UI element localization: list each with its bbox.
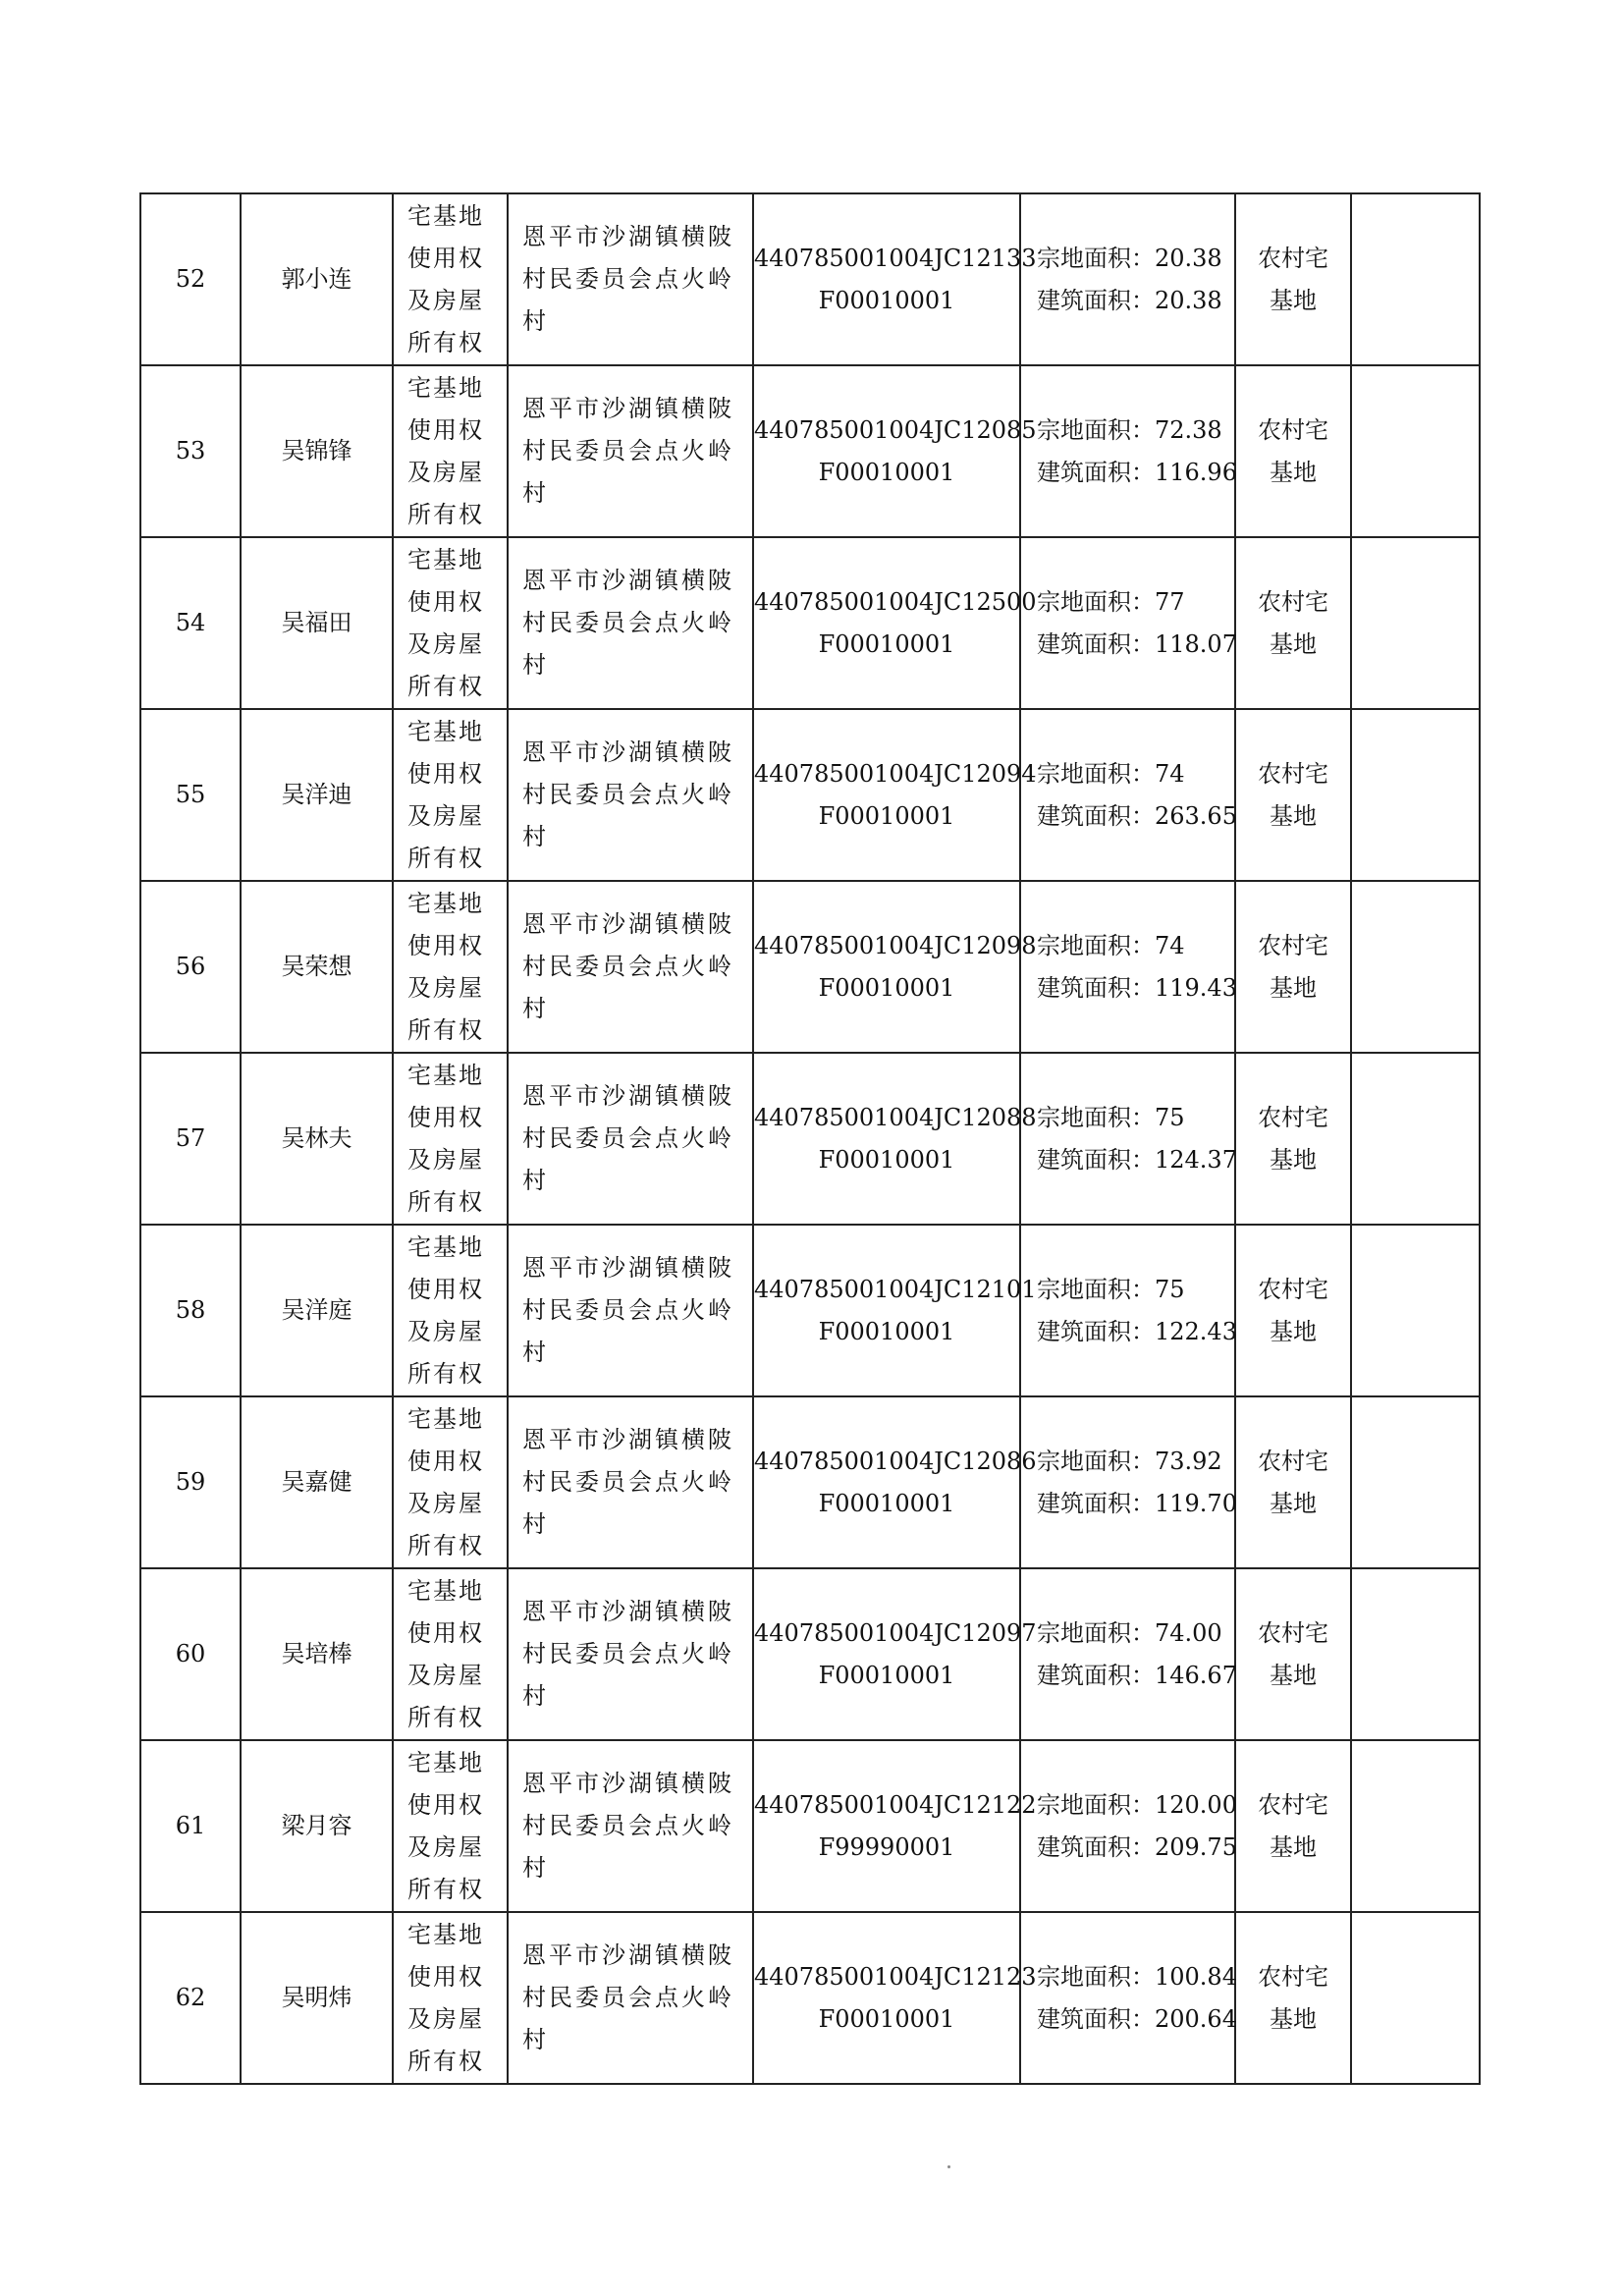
cell-area: [1020, 1396, 1235, 1568]
location-line: 村民委员会点火岭: [522, 1124, 734, 1152]
cell-note: [1351, 193, 1480, 365]
property-register-table: [139, 192, 1481, 2085]
cell-area: [1020, 1740, 1235, 1912]
unit-code-line: F00010001: [818, 1145, 955, 1174]
cell-land-type: [1235, 193, 1351, 365]
right-type-line: 宅基地: [407, 1748, 484, 1777]
cell-land-type: [1235, 1740, 1351, 1912]
location-line: 恩平市沙湖镇横陂: [522, 1426, 734, 1453]
cell-location: [508, 1740, 753, 1912]
cell-location: [508, 365, 753, 537]
cell-serial-number: [140, 1053, 241, 1225]
serial-number: 60: [175, 1640, 206, 1667]
cell-right-type: [393, 1568, 508, 1740]
cell-serial-number: [140, 1912, 241, 2084]
cell-area: [1020, 365, 1235, 537]
right-type-line: 宅基地: [407, 717, 484, 745]
right-type-line: 使用权: [407, 1103, 484, 1131]
location-line: 恩平市沙湖镇横陂: [522, 1770, 734, 1797]
right-type-line: 及房屋: [407, 1661, 484, 1689]
location-line: 村: [522, 1339, 549, 1366]
location-line: 村: [522, 823, 549, 850]
owner-name: 吴洋庭: [281, 1296, 352, 1324]
location-line: 村民委员会点火岭: [522, 1468, 734, 1496]
cell-area: [1020, 193, 1235, 365]
land-type-line: 农村宅: [1258, 1962, 1328, 1991]
cell-unit-code: [753, 537, 1037, 709]
table-row: [140, 537, 1480, 709]
cell-serial-number: [140, 881, 241, 1053]
cell-unit-code: [753, 881, 1037, 1053]
area-line: 建筑面积：116.96: [1037, 458, 1237, 486]
cell-area: [1020, 1225, 1235, 1396]
unit-code-line: 440785001004JC12098: [754, 931, 1037, 959]
cell-area: [1020, 1568, 1235, 1740]
land-type-line: 基地: [1270, 458, 1317, 486]
serial-number: 58: [175, 1296, 206, 1324]
cell-owner-name: [241, 1912, 393, 2084]
right-type-line: 使用权: [407, 1447, 484, 1475]
cell-unit-code: [753, 709, 1037, 881]
right-type-line: 使用权: [407, 244, 484, 272]
area-line: 建筑面积：118.07: [1037, 629, 1237, 658]
table-body: [140, 193, 1480, 2084]
cell-serial-number: [140, 1225, 241, 1396]
location-line: 恩平市沙湖镇横陂: [522, 1254, 734, 1282]
area-line: 建筑面积：119.43: [1037, 973, 1237, 1002]
location-line: 村民委员会点火岭: [522, 781, 734, 808]
unit-code-line: F00010001: [818, 2004, 955, 2033]
land-type-line: 基地: [1270, 2004, 1317, 2033]
unit-code-line: 440785001004JC12097: [754, 1618, 1037, 1647]
cell-note: [1351, 881, 1480, 1053]
serial-number: 56: [175, 953, 206, 980]
right-type-line: 使用权: [407, 931, 484, 959]
right-type-line: 及房屋: [407, 1317, 484, 1345]
location-line: 村: [522, 1167, 549, 1194]
cell-serial-number: [140, 1740, 241, 1912]
right-type-line: 宅基地: [407, 1576, 484, 1605]
cell-location: [508, 881, 753, 1053]
location-line: 恩平市沙湖镇横陂: [522, 738, 734, 766]
cell-note: [1351, 709, 1480, 881]
area-line: 宗地面积：73.92: [1037, 1447, 1222, 1475]
cell-unit-code: [753, 1225, 1037, 1396]
right-type-line: 所有权: [407, 1187, 484, 1216]
land-type-line: 农村宅: [1258, 415, 1328, 444]
unit-code-line: 440785001004JC12085: [754, 415, 1037, 444]
cell-land-type: [1235, 1396, 1351, 1568]
cell-right-type: [393, 193, 508, 365]
land-type-line: 农村宅: [1258, 1275, 1328, 1303]
table-row: [140, 1740, 1480, 1912]
cell-location: [508, 1912, 753, 2084]
location-line: 村: [522, 651, 549, 679]
right-type-line: 及房屋: [407, 286, 484, 314]
cell-owner-name: [241, 365, 393, 537]
cell-area: [1020, 709, 1235, 881]
right-type-line: 宅基地: [407, 1404, 484, 1433]
land-type-line: 基地: [1270, 801, 1317, 830]
right-type-line: 所有权: [407, 1703, 484, 1731]
cell-land-type: [1235, 1912, 1351, 2084]
serial-number: 54: [175, 609, 206, 636]
area-line: 建筑面积：146.67: [1037, 1661, 1237, 1689]
cell-owner-name: [241, 193, 393, 365]
area-line: 宗地面积：75: [1037, 1275, 1185, 1303]
cell-unit-code: [753, 365, 1037, 537]
cell-right-type: [393, 1225, 508, 1396]
unit-code-line: F99990001: [818, 1832, 955, 1861]
right-type-line: 及房屋: [407, 458, 484, 486]
right-type-line: 所有权: [407, 2047, 484, 2075]
right-type-line: 所有权: [407, 500, 484, 528]
location-line: 村: [522, 1682, 549, 1710]
right-type-line: 使用权: [407, 1618, 484, 1647]
owner-name: 吴洋迪: [281, 781, 352, 808]
right-type-line: 及房屋: [407, 1832, 484, 1861]
right-type-line: 宅基地: [407, 545, 484, 574]
right-type-line: 使用权: [407, 759, 484, 788]
unit-code-line: 440785001004JC12500: [754, 587, 1037, 616]
cell-land-type: [1235, 1225, 1351, 1396]
area-line: 宗地面积：72.38: [1037, 415, 1222, 444]
unit-code-line: 440785001004JC12088: [754, 1103, 1037, 1131]
owner-name: 吴福田: [281, 609, 352, 636]
cell-owner-name: [241, 1568, 393, 1740]
owner-name: 梁月容: [281, 1812, 352, 1839]
land-type-line: 基地: [1270, 1145, 1317, 1174]
cell-right-type: [393, 709, 508, 881]
area-line: 建筑面积：20.38: [1037, 286, 1222, 314]
cell-right-type: [393, 1053, 508, 1225]
cell-right-type: [393, 365, 508, 537]
area-line: 建筑面积：263.65: [1037, 801, 1237, 830]
cell-area: [1020, 881, 1235, 1053]
table-row: [140, 709, 1480, 881]
location-line: 恩平市沙湖镇横陂: [522, 1598, 734, 1625]
cell-owner-name: [241, 709, 393, 881]
serial-number: 53: [175, 437, 206, 465]
land-type-line: 农村宅: [1258, 759, 1328, 788]
owner-name: 吴荣想: [281, 953, 352, 980]
area-line: 宗地面积：74.00: [1037, 1618, 1222, 1647]
serial-number: 57: [175, 1124, 206, 1152]
location-line: 村民委员会点火岭: [522, 1296, 734, 1324]
location-line: 恩平市沙湖镇横陂: [522, 1941, 734, 1969]
land-type-line: 农村宅: [1258, 244, 1328, 272]
area-line: 宗地面积：74: [1037, 759, 1185, 788]
serial-number: 55: [175, 781, 206, 808]
cell-location: [508, 1053, 753, 1225]
cell-owner-name: [241, 537, 393, 709]
cell-serial-number: [140, 537, 241, 709]
right-type-line: 所有权: [407, 328, 484, 356]
land-type-line: 基地: [1270, 1317, 1317, 1345]
table-row: [140, 1053, 1480, 1225]
cell-unit-code: [753, 1740, 1037, 1912]
cell-serial-number: [140, 1568, 241, 1740]
cell-land-type: [1235, 365, 1351, 537]
cell-location: [508, 193, 753, 365]
land-type-line: 基地: [1270, 286, 1317, 314]
area-line: 宗地面积：74: [1037, 931, 1185, 959]
right-type-line: 宅基地: [407, 1232, 484, 1261]
owner-name: 吴林夫: [281, 1124, 352, 1152]
cell-location: [508, 1396, 753, 1568]
area-line: 宗地面积：120.00: [1037, 1790, 1237, 1819]
land-type-line: 农村宅: [1258, 1790, 1328, 1819]
cell-unit-code: [753, 1396, 1037, 1568]
cell-right-type: [393, 1912, 508, 2084]
right-type-line: 使用权: [407, 415, 484, 444]
right-type-line: 所有权: [407, 1875, 484, 1903]
location-line: 村: [522, 1854, 549, 1882]
location-line: 村民委员会点火岭: [522, 1984, 734, 2011]
unit-code-line: 440785001004JC12086: [754, 1447, 1037, 1475]
right-type-line: 宅基地: [407, 1061, 484, 1089]
cell-unit-code: [753, 1568, 1037, 1740]
location-line: 村: [522, 307, 549, 335]
right-type-line: 及房屋: [407, 1489, 484, 1517]
cell-unit-code: [753, 1053, 1037, 1225]
location-line: 村: [522, 1510, 549, 1538]
land-type-line: 基地: [1270, 629, 1317, 658]
location-line: 村民委员会点火岭: [522, 265, 734, 293]
cell-owner-name: [241, 1740, 393, 1912]
cell-land-type: [1235, 881, 1351, 1053]
right-type-line: 及房屋: [407, 973, 484, 1002]
unit-code-line: F00010001: [818, 1661, 955, 1689]
area-line: 宗地面积：100.84: [1037, 1962, 1237, 1991]
cell-location: [508, 709, 753, 881]
location-line: 村: [522, 995, 549, 1022]
serial-number: 52: [175, 265, 206, 293]
location-line: 村民委员会点火岭: [522, 1812, 734, 1839]
cell-land-type: [1235, 1568, 1351, 1740]
area-line: 建筑面积：209.75: [1037, 1832, 1237, 1861]
cell-right-type: [393, 537, 508, 709]
owner-name: 郭小连: [281, 265, 352, 293]
cell-right-type: [393, 1396, 508, 1568]
unit-code-line: F00010001: [818, 1489, 955, 1517]
cell-owner-name: [241, 1396, 393, 1568]
right-type-line: 所有权: [407, 1531, 484, 1559]
location-line: 恩平市沙湖镇横陂: [522, 1082, 734, 1110]
cell-location: [508, 1225, 753, 1396]
cell-land-type: [1235, 709, 1351, 881]
unit-code-line: 440785001004JC12133: [754, 244, 1037, 272]
cell-note: [1351, 1053, 1480, 1225]
right-type-line: 及房屋: [407, 1145, 484, 1174]
cell-location: [508, 537, 753, 709]
right-type-line: 所有权: [407, 1359, 484, 1388]
cell-land-type: [1235, 1053, 1351, 1225]
cell-serial-number: [140, 1396, 241, 1568]
land-type-line: 农村宅: [1258, 1103, 1328, 1131]
unit-code-line: F00010001: [818, 1317, 955, 1345]
unit-code-line: F00010001: [818, 801, 955, 830]
right-type-line: 宅基地: [407, 889, 484, 917]
right-type-line: 及房屋: [407, 629, 484, 658]
location-line: 恩平市沙湖镇横陂: [522, 910, 734, 938]
area-line: 建筑面积：119.70: [1037, 1489, 1237, 1517]
table-row: [140, 365, 1480, 537]
area-line: 建筑面积：122.43: [1037, 1317, 1237, 1345]
right-type-line: 使用权: [407, 1790, 484, 1819]
cell-owner-name: [241, 1225, 393, 1396]
location-line: 村民委员会点火岭: [522, 437, 734, 465]
cell-serial-number: [140, 193, 241, 365]
serial-number: 61: [175, 1812, 206, 1839]
land-type-line: 基地: [1270, 1832, 1317, 1861]
right-type-line: 所有权: [407, 1015, 484, 1044]
owner-name: 吴培棒: [281, 1640, 352, 1667]
table-row: [140, 881, 1480, 1053]
right-type-line: 宅基地: [407, 1920, 484, 1948]
cell-note: [1351, 1740, 1480, 1912]
cell-owner-name: [241, 1053, 393, 1225]
right-type-line: 及房屋: [407, 801, 484, 830]
location-line: 恩平市沙湖镇横陂: [522, 395, 734, 422]
location-line: 恩平市沙湖镇横陂: [522, 567, 734, 594]
unit-code-line: F00010001: [818, 973, 955, 1002]
land-type-line: 基地: [1270, 1489, 1317, 1517]
right-type-line: 所有权: [407, 844, 484, 872]
cell-note: [1351, 1568, 1480, 1740]
owner-name: 吴锦锋: [281, 437, 352, 465]
serial-number: 59: [175, 1468, 206, 1496]
area-line: 建筑面积：124.37: [1037, 1145, 1237, 1174]
unit-code-line: F00010001: [818, 458, 955, 486]
table-row: [140, 1396, 1480, 1568]
right-type-line: 所有权: [407, 672, 484, 700]
land-type-line: 农村宅: [1258, 931, 1328, 959]
owner-name: 吴明炜: [281, 1984, 352, 2011]
location-line: 村民委员会点火岭: [522, 953, 734, 980]
right-type-line: 使用权: [407, 587, 484, 616]
scan-speck: [947, 2165, 950, 2168]
cell-location: [508, 1568, 753, 1740]
location-line: 恩平市沙湖镇横陂: [522, 223, 734, 250]
cell-note: [1351, 365, 1480, 537]
right-type-line: 宅基地: [407, 201, 484, 230]
cell-unit-code: [753, 193, 1037, 365]
location-line: 村民委员会点火岭: [522, 609, 734, 636]
cell-right-type: [393, 1740, 508, 1912]
cell-note: [1351, 537, 1480, 709]
unit-code-line: F00010001: [818, 286, 955, 314]
unit-code-line: F00010001: [818, 629, 955, 658]
area-line: 宗地面积：20.38: [1037, 244, 1222, 272]
land-type-line: 农村宅: [1258, 1447, 1328, 1475]
cell-serial-number: [140, 365, 241, 537]
unit-code-line: 440785001004JC12123: [754, 1962, 1037, 1991]
cell-note: [1351, 1225, 1480, 1396]
right-type-line: 宅基地: [407, 373, 484, 402]
land-type-line: 农村宅: [1258, 587, 1328, 616]
cell-serial-number: [140, 709, 241, 881]
land-type-line: 基地: [1270, 1661, 1317, 1689]
cell-owner-name: [241, 881, 393, 1053]
table-row: [140, 1225, 1480, 1396]
cell-note: [1351, 1912, 1480, 2084]
cell-unit-code: [753, 1912, 1037, 2084]
table-row: [140, 1912, 1480, 2084]
unit-code-line: 440785001004JC12122: [754, 1790, 1037, 1819]
unit-code-line: 440785001004JC12101: [754, 1275, 1037, 1303]
cell-area: [1020, 537, 1235, 709]
owner-name: 吴嘉健: [281, 1468, 352, 1496]
cell-area: [1020, 1912, 1235, 2084]
right-type-line: 使用权: [407, 1962, 484, 1991]
area-line: 建筑面积：200.64: [1037, 2004, 1237, 2033]
table-row: [140, 193, 1480, 365]
cell-right-type: [393, 881, 508, 1053]
right-type-line: 及房屋: [407, 2004, 484, 2033]
location-line: 村: [522, 479, 549, 507]
cell-note: [1351, 1396, 1480, 1568]
right-type-line: 使用权: [407, 1275, 484, 1303]
table-row: [140, 1568, 1480, 1740]
land-type-line: 基地: [1270, 973, 1317, 1002]
cell-area: [1020, 1053, 1235, 1225]
serial-number: 62: [175, 1984, 206, 2011]
area-line: 宗地面积：77: [1037, 587, 1185, 616]
land-type-line: 农村宅: [1258, 1618, 1328, 1647]
cell-land-type: [1235, 537, 1351, 709]
area-line: 宗地面积：75: [1037, 1103, 1185, 1131]
location-line: 村: [522, 2026, 549, 2053]
location-line: 村民委员会点火岭: [522, 1640, 734, 1667]
unit-code-line: 440785001004JC12094: [754, 759, 1037, 788]
